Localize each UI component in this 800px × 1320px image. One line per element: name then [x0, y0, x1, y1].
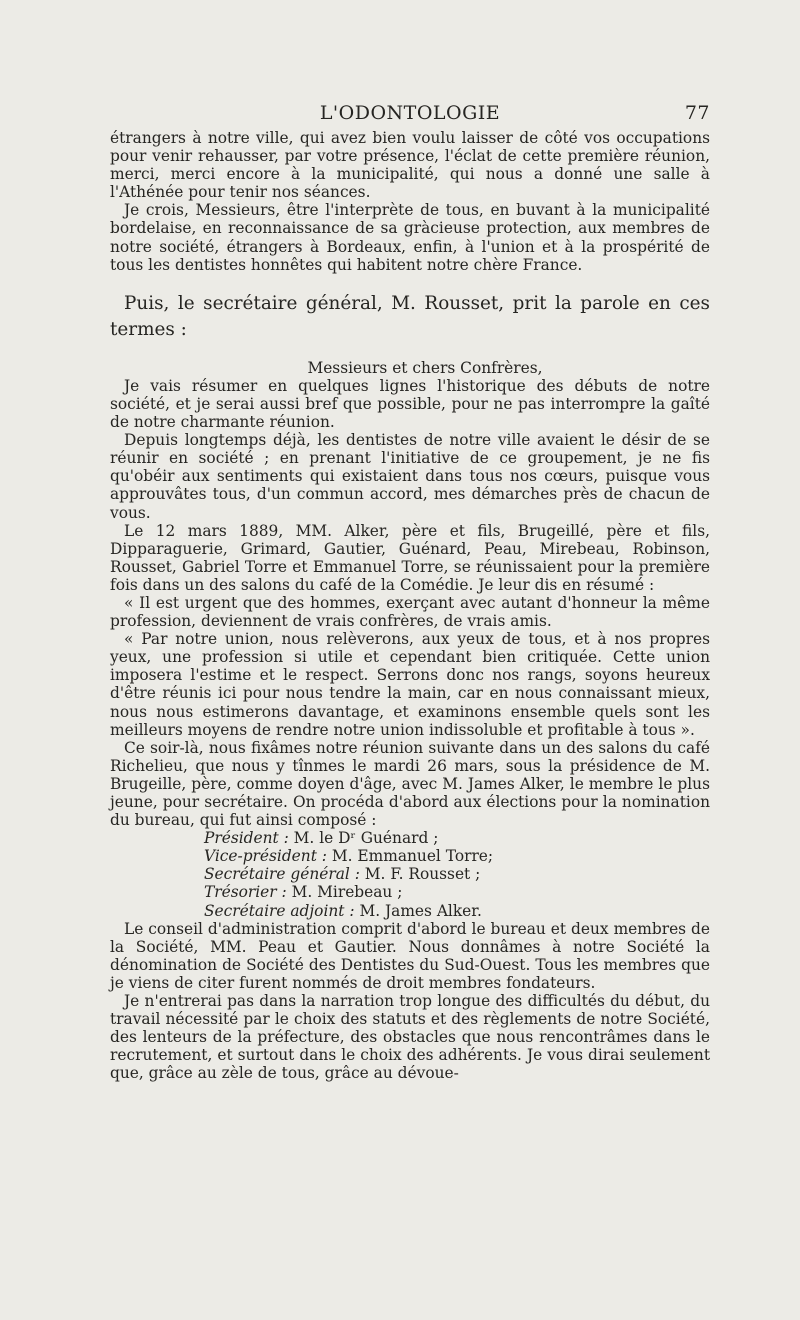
officer-role: Secrétaire adjoint : — [204, 901, 355, 920]
paragraph-6: « Il est urgent que des hommes, exerçant avec autant d'honneur la même profession, deviennent de vrais confrères, de vrais amis. — [110, 593, 710, 631]
paragraph-1: étrangers à notre ville, qui avez bien voulu laisser de côté vos occupations pour venir rehausser, par votre présence, l'éclat de cette première réunion, merci, merci encore à la municipalité, qui nous a donné une salle à l'Athénée pour tenir nos séances. — [110, 129, 710, 202]
officer-entry — [110, 865, 710, 883]
body-text — [110, 129, 710, 1083]
paragraph-8: Ce soir-là, nous fixâmes notre réunion suivante dans un des salons du café Richelieu, que nous y tînmes le mardi 26 mars, sous la présidence de M. Brugeille, père, comme doyen d'âge, avec M. James Alker, le membre le plus jeune, pour secrétaire. On procéda d'abord aux élections pour la nomination du bureau, qui fut ainsi composé : — [110, 738, 710, 830]
paragraph-4: Depuis longtemps déjà, les dentistes de notre ville avaient le désir de se réunir en société ; en prenant l'initiative de ce groupement, je ne fis qu'obéir aux sentiments qui existaient dans tous nos cœurs, puisque vous approuvâtes tous, d'un commun accord, mes démarches près de chacun de vous. — [110, 431, 710, 522]
paragraph-2: Je crois, Messieurs, être l'interprète de tous, en buvant à la municipalité bordelaise, en reconnaissance de sa gràcieuse protection, aux membres de notre société, étrangers à Bordeaux, enfin, à l'union et à la prospérité de tous les dentistes honnêtes qui habitent notre chère France. — [110, 201, 710, 274]
running-title: L'ODONTOLOGIE — [319, 102, 501, 124]
officer-entry — [110, 829, 710, 847]
officer-name: M. James Alker. — [354, 901, 482, 920]
page-number: 77 — [684, 102, 710, 124]
paragraph-3: Je vais résumer en quelques lignes l'historique des débuts de notre société, et je serai aussi bref que possible, pour ne pas interrompre la gaîté de notre charmante réunion. — [110, 376, 710, 432]
officer-name: M. Mirebeau ; — [286, 883, 403, 902]
officer-role: Secrétaire général : — [204, 865, 360, 884]
paragraph-10: Je n'entrerai pas dans la narration trop longue des difficultés du début, du travail nécessité par le choix des statuts et des règlements de notre Société, des lenteurs de la préfecture, des obstacles que nous rencontrâmes dans le recrutement, et surtout dans le choix des adhérents. Je vous dirai seulement que, grâce au zèle de tous, grâce au dévoue- — [110, 992, 710, 1083]
page-header — [110, 102, 710, 126]
officers-list — [110, 829, 710, 919]
officer-name: M. le Dʳ Guénard ; — [288, 829, 439, 848]
officer-name: M. Emmanuel Torre; — [326, 847, 494, 866]
paragraph-5: Le 12 mars 1889, MM. Alker, père et fils, Brugeillé, père et fils, Dipparaguerie, Grimard, Gautier, Guénard, Peau, Mirebeau, Robinson, Rousset, Gabriel Torre et Emmanuel Torre, se réunissaient pour la première fois dans un des salons du café de la Comédie. Je leur dis en résumé : — [110, 521, 710, 594]
officer-entry — [110, 883, 710, 901]
paragraph-9: Le conseil d'administration comprit d'abord le bureau et deux membres de la Société, MM. Peau et Gautier. Nous donnâmes à notre Société la dénomination de Société des Dentistes du Sud-Ouest. Tous les membres que je viens de citer furent nommés de droit membres fondateurs. — [110, 919, 710, 992]
officer-role: Président : — [204, 829, 289, 848]
section-intro: Puis, le secrétaire général, M. Rousset, prit la parole en ces termes : — [110, 292, 710, 340]
salutation: Messieurs et chers Confrères, — [307, 358, 543, 377]
officer-role: Trésorier : — [204, 883, 287, 902]
paragraph-7: « Par notre union, nous relèverons, aux yeux de tous, et à nos propres yeux, une profession si utile et cependant bien critiquée. Cette union imposera l'estime et le respect. Serrons donc nos rangs, soyons heureux d'être réunis ici pour nous tendre la main, car en nous connaissant mieux, nous nous estimerons davantage, et examinons ensemble quels sont les meilleurs moyens de rendre notre union indissoluble et profitable à tous ». — [110, 630, 710, 739]
officer-entry — [110, 902, 710, 920]
officer-name: M. F. Rousset ; — [359, 865, 481, 884]
officer-role: Vice-président : — [204, 847, 327, 866]
officer-entry — [110, 847, 710, 865]
